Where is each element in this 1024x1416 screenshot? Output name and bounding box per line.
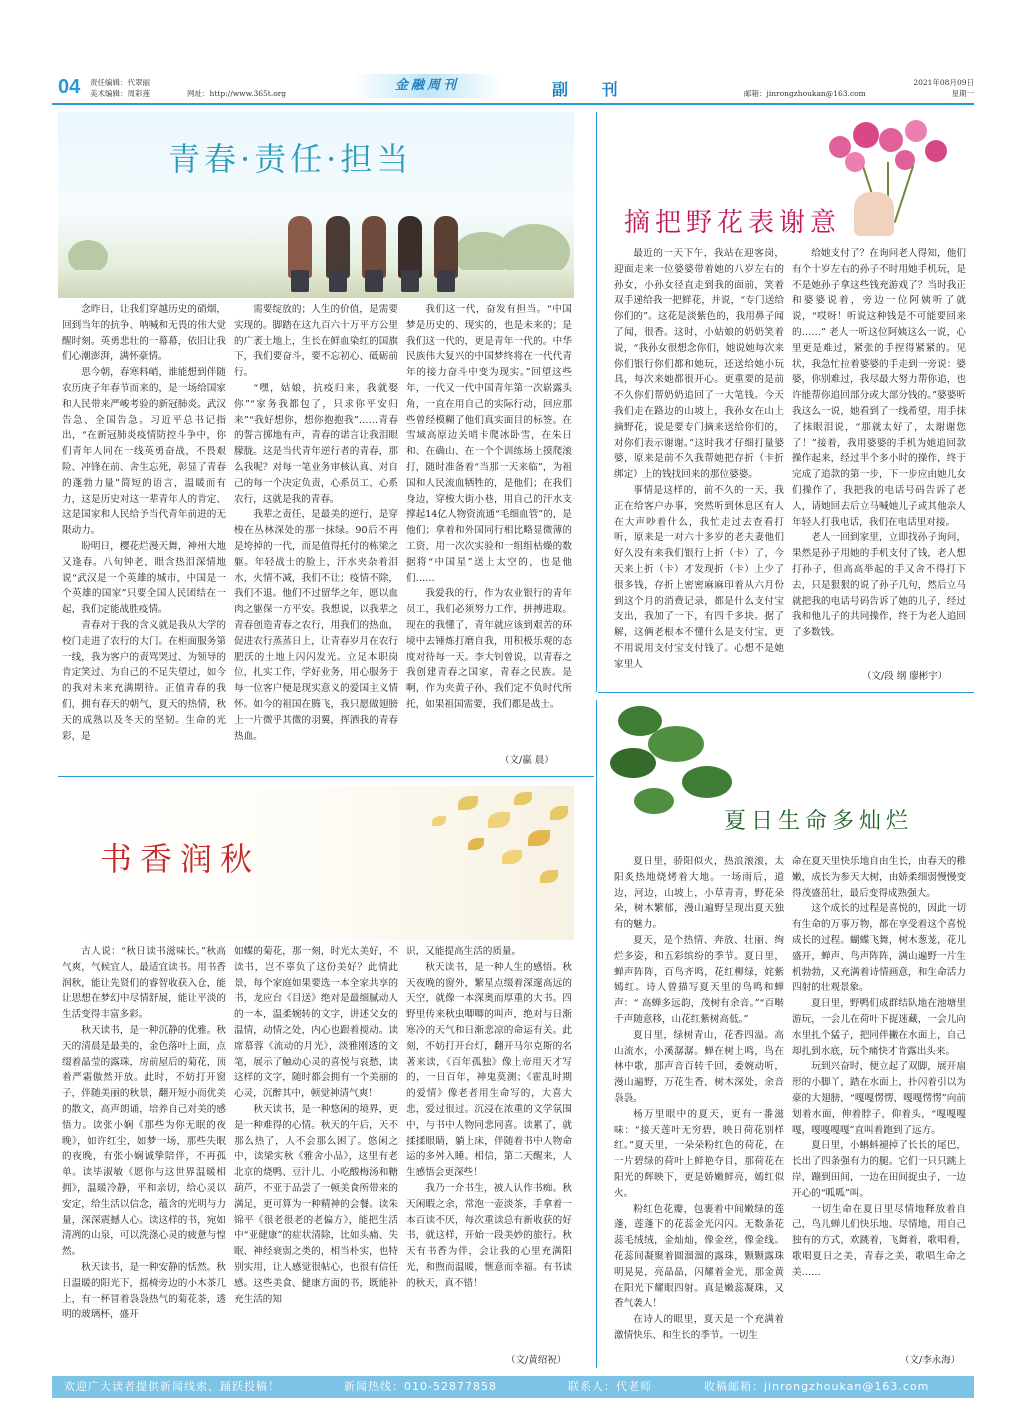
article-column xyxy=(234,944,398,1307)
article-column xyxy=(406,944,572,1292)
article-column xyxy=(62,302,226,744)
person-figure xyxy=(434,216,458,278)
section-divider xyxy=(598,692,974,693)
art-editor: 美术编辑：周彩莲 xyxy=(90,89,150,98)
page-number: 04 xyxy=(58,76,81,98)
column-divider xyxy=(596,700,597,1368)
lotus-leaf xyxy=(610,748,656,778)
flower-blossom xyxy=(879,128,903,152)
hand-shape xyxy=(854,192,894,236)
person-figure xyxy=(398,216,422,278)
paragraph: 古人说：“秋日读书滋味长。”秋高气爽，气候宜人，最适宜读书。用书香润秋，能让先贤们的睿智收获入仓，能让思想在梦幻中尽情舒展，能让平淡的生活变得丰富多彩。 xyxy=(62,946,226,1021)
ginkgo-leaf xyxy=(528,830,550,846)
paragraph: 命在夏天里快乐地自由生长，由春天的稚嫩，成长为参天大树，由娇柔细弱慢慢变得茂盛茁壮，最后变得成熟强大。 xyxy=(792,856,966,899)
person-figure xyxy=(326,216,350,278)
page-header xyxy=(52,76,974,106)
ginkgo-leaf xyxy=(468,838,484,850)
paragraph: 在诗人的眼里，夏天是一个充满着激情快乐、和生长的季节。一切生 xyxy=(614,1314,784,1341)
ginkgo-leaf xyxy=(514,792,532,805)
editor: 责任编辑：代翠丽 xyxy=(90,78,150,87)
article-column xyxy=(62,944,226,1323)
ginkgo-leaf xyxy=(540,870,558,883)
lotus-leaf xyxy=(648,726,704,762)
article-byline: （文/段 纲 廖彬宇） xyxy=(862,671,948,682)
article-banner-flowers xyxy=(604,112,972,242)
lotus-leaf xyxy=(682,766,732,798)
section-divider xyxy=(58,776,594,777)
paragraph: 需要绽放的；人生的价值，是需要实现的。脚踏在这九百六十万平方公里的广袤土地上，生长在鲜血染红的国旗下，我们要奋斗，要不忘初心、砥砺前行。 xyxy=(234,304,398,379)
footer-email: 收稿邮箱：jinrongzhoukan@163.com xyxy=(704,1380,930,1393)
editor-credits xyxy=(90,77,150,99)
article-column xyxy=(792,246,966,641)
paragraph: 夏天，是个热情、奔放、壮丽、绚烂多姿，和五彩缤纷的季节。夏日里，蝉声阵阵，百鸟齐鸣，花红柳绿，姹紫嫣红。诗人曾描写夏天里的鸟鸣和蝉声：“ 高蝉多远韵，茂树有余音。”“百啭千声随意移，山花红紫树高低。” xyxy=(614,934,784,1025)
paragraph: 如蝶的菊花，那一刻，时光太美好，不读书，岂不辜负了这份美好？此情此景，每个家庭如果要选一本全家共享的书，龙应台《目送》绝对是最细腻动人的一本，温柔婉转的文字，讲述父女的温情，动情之处，内心也跟着搅动。读席慕蓉《流动的月光》，淡雅刚透的文笔，展示了触动心灵的喜悦与哀愁，读这样的文字，随时都会拥有一个美丽的心灵，沉醉其中，顿觉神清气爽！ xyxy=(234,946,398,1100)
paper-name: 金融周刊 xyxy=(352,74,502,98)
issue-date xyxy=(913,77,974,99)
paragraph: 夏日里，骄阳似火，热浪滚滚，太阳炙热地烧烤着大地。一场雨后，道边，河边，山坡上，小草青青，野花朵朵，树木繁郁，漫山遍野呈现出夏天独有的魅力。 xyxy=(614,856,784,931)
paragraph: 粉红色花瓣，包裹着中间嫩绿的莲蓬，莲蓬下的花蕊金光闪闪。无数条花蕊毛绒绒，金灿灿，像金丝，像金线。花蕊间凝聚着圆溜溜的露珠，颗颗露珠明晃晃，亮晶晶，闪耀着金光，那金黄在阳光下耀眼四射。真是嫩蕊凝珠，又香气袭人！ xyxy=(614,1203,784,1310)
article-banner-youth xyxy=(58,112,574,298)
paragraph: 秋天读书，是一种沉静的优雅。秋天的清晨是最美的，金色落叶上面，点缀着晶莹的露珠，房前屋后的菊花，顶着严霜傲然开放。此时，不妨打开窗子，伴随美丽的秋景，翻开短小而优美的散文，高声朗诵，培养自己对美的感悟力。读张小娴《那些为你无眠的夜晚》，如许红尘，如梦一场，那些失眠的夜晚，有张小娴诚挚陪伴，不再孤单。读毕淑敏《愿你与这世界温暖相拥》，温暖冷静，平和亲切，给心灵以安定，给生活以信念，蕴含的光明与力量，深深震撼人心。读这样的书，宛如清冽的山泉，可以洗涤心灵的疲惫与惶然。 xyxy=(62,1024,226,1258)
article-title: 青春·责任·担当 xyxy=(168,140,413,178)
paragraph: 思今朝，春寒料峭，谁能想到伴随农历庚子年春节而来的，是一场给国家和人民带来严峻考验的新冠肺炎。武汉告急、全国告急。习近平总书记指出，“在新冠肺炎疫情防控斗争中，你们青年人同在一线英勇奋战，不畏艰险、冲锋在前、舍生忘死，彰显了青春的蓬勃力量”简短的语言，温暖而有力，这是历史对这一辈青年人的肯定、这是国家和人民给予当代青年前进的无限动力。 xyxy=(62,367,226,537)
paragraph: 我们这一代，奋发有担当。“中国梦是历史的、现实的，也是未来的；是我们这一代的，更是青年一代的。中华民族伟大复兴的中国梦终将在一代代青年的接力奋斗中变为现实。”回望这些年，一代又一代中国青年第一次崭露头角，一直在用自己的实际行动，回应那些曾经模糊了他们真实面目的标签。在雪域高原边关哨卡爬冰卧雪，在朱日和、在确山、在一个个训练场上摸爬滚打，随时准备着“当那一天来临”，为祖国和人民流血牺牲的，是他们；在我们身边，穿梭大街小巷，用自己的汗水支撑起14亿人物资流通“毛细血管”的，是他们；拿着和外国同行相比略显微薄的工资，用一次次实验和一组组枯燥的数据将“中国星”送上太空的，也是他们…… xyxy=(406,304,572,584)
article-banner-autumn xyxy=(58,786,574,940)
paragraph: 青春对于我的含义就是我从大学的校门走进了农行的大门。在柜面服务第一线，我为客户的责骂哭过、为领导的肯定笑过、为自己的不足失望过，如今的我对未来充满期待。正值青春的我们，拥有春天的朝气，夏天的热情，秋天的成熟以及冬天的坚韧。生命的光彩，是 xyxy=(62,619,226,742)
paragraph: 玩到兴奋时，便立起了双脚，展开扇形的小脚丫，踏在水面上，扑闪着引以为豪的大翅膀，“嘎嘎愣愣，嘎嘎愣愣”向前划着水面，伸着脖子，仰着头，“嘎嘎嘎嘎，嘎嘎嘎嘎”直叫着跑到了远方。 xyxy=(792,1061,966,1136)
paragraph: 老人一回到家里，立即找孙子询问，果然是孙子用她的手机支付了钱，老人想打孙子，但高高举起的手又舍不得打下去，只是狠狠的说了孙子几句，然后立马就把我的电话号码告诉了她的儿子，经过我和他儿子的共同操作，终于为老人追回了多数钱。 xyxy=(792,532,966,639)
paragraph: 一切生命在夏日里尽情地释放着自己，鸟儿蝉儿们快乐地、尽情地，用自己独有的方式，欢跳着，飞舞着，歌唱着，歌唱夏日之美，青春之美，歌唱生命之美…… xyxy=(792,1203,966,1278)
ginkgo-leaf xyxy=(458,796,478,810)
paragraph: 事情是这样的，前不久的一天，我正在给客户办事，突然听到休息区有人在大声吵着什么，我忙走过去查看打听，原来是一对六十多岁的老夫妻他们好久没有来我们银行上折（卡）了，今天来上折（卡）才发现折（卡）上少了很多钱，存折上密密麻麻印着从六月份到这个月的消费记录，都是什么支付宝支出，我加了一下，有四千多块。据了解，这俩老根本不懂什么是支付宝，更不用说用支付宝支付钱了。心想不是她家里人 xyxy=(614,484,784,670)
article-column xyxy=(614,246,784,673)
paragraph: 识，又能提高生活的质量。 xyxy=(406,946,522,957)
paragraph: 夏日里，绿树青山，花香四溢。高山流水，小溪潺潺。蝉在树上鸣，鸟在林中歌，那声音百转千回，委婉动听，漫山遍野，万花生香，树木深处，余音袅袅。 xyxy=(614,1029,784,1104)
paragraph: 给她支付了？在询问老人得知，他们有个十岁左右的孙子不时用她手机玩，是不是她孙子拿这些钱充游戏了？当时我正和婆婆说着，旁边一位阿姨听了就说，“哎呀！听说这种钱是不可能要回来的……” 老人一听这位阿姨这么一说，心里更是难过，紧张的手捏得紧紧的。见状，我急忙拉着婆婆的手走到一旁说：婆婆，你别难过，我尽最大努力帮你追，也许能帮你追回部分或大部分钱的。”婆婆听我这么一说，她看到了一线希望，用手抹了抹眼泪说，“那就太好了，太谢谢您了！”接着，我用婆婆的手机为她追回款操作起来，经过半个多小时的操作，终于完成了追款的第一步，下一步应由她儿女们操作了，我把我的电话号码告诉了老人，请她回去后立马喊她儿子或其他亲人年轻人打我电话，我们在电话里对接。 xyxy=(792,248,966,528)
header-email: 邮箱：jinrongzhoukan@163.com xyxy=(744,89,866,98)
paragraph: 秋天读书，是一种安静的恬然。秋日温暖的阳光下，摇椅旁边的小木茶几上，有一杯冒着袅袅热气的菊花茶，透明的玻璃杯，盛开 xyxy=(62,1261,226,1321)
flower-blossom xyxy=(845,152,865,172)
tree-shape xyxy=(68,240,108,274)
flower-blossom xyxy=(905,120,927,142)
section-name: 副 刊 xyxy=(552,80,632,99)
ginkgo-leaf xyxy=(488,812,510,828)
website-url: 网址：http://www.365t.org xyxy=(187,89,287,98)
article-column xyxy=(406,302,572,713)
paragraph: 秋天读书，是一种人生的感悟。秋天夜晚的窗外，繁星点缀着深邃高远的天空，就像一本深奥而厚重的大书。四野里传来秋虫唧唧的叫声，绝对与日渐寒冷的天气和日渐悲凉的命运有关。此刻，不妨打开台灯，翻开马尔克斯的名著来读，《百年孤独》像上帝用天才写的，一日百年，神鬼莫测；《霍乱时期的爱情》像老者用生命写的，大喜大悲，爱过很过。沉浸在浓重的文学氛围中，与书中人物同悲同喜。读累了，就揉揉眼睛，躺上床，伴随着书中人物命运的多舛入睡。相信，第二天醒来，人生感悟会更深些！ xyxy=(406,961,572,1179)
paragraph: 我辈之责任，是最美的逆行，是穿梭在丛林深处的那一抹绿。90后不再是垮掉的一代，而是值得托付的栋梁之躯。年轻战士的脸上，汗水夹杂着泪水，火情不减，我们不让；疫情不除，我们不退。他们不过留华之年，愿以血肉之躯保一方平安。我想说，以我辈之青春创造青春之农行，用我们的热血，促进农行蒸蒸日上，让青春岁月在农行肥沃的土地上闪闪发光。立足本职岗位，扎实工作，学好业务，用心服务于每一位客户便是现实意义的爱国主义情怀。如今的祖国在腾飞，我只愿做翅膀上一片微乎其微的羽翼，挥洒我的青春热血。 xyxy=(234,509,398,742)
paragraph: 我乃一介书生，被人认作书痴。秋天闲暇之余，常泡一壶淡茶，手拿着一本百读不厌，每次重读总有新收获的好书，就这样，开始一段美妙的旅行。秋天有书香为伴，会让我的心里充满阳光，和煦而温暖，惬意而幸福。有书读的秋天，真不错！ xyxy=(406,1182,572,1289)
paragraph: 夏日里，小蝌蚪褪掉了长长的尾巴，长出了四条强有力的腿。它们一只只跳上岸，蹦到田间，一边在田间捉虫子，一边开心的“呱呱”叫。 xyxy=(792,1140,966,1199)
weekday-text: 星期一 xyxy=(951,89,974,98)
flower-blossom xyxy=(853,122,879,148)
flower-stem xyxy=(894,165,914,223)
header-rule xyxy=(52,103,974,105)
paragraph: 秋天读书，是一种悠闲的境界，更是一种难得的心情。秋天的午后，天不那么热了，人不会那么困了。悠闲之中，读梁实秋《雅舍小品》，这里有老北京的烧鸭、豆汁儿、小吃酸梅汤和糖葫芦，不亚于品尝了一顿美食所带来的满足，更可算为一种精神的会餐。读朱锦平《很老很老的老偏方》，能把生活中“亚健康”的症状清除，比如头痛、失眠、神经衰弱之类的，相当朴实，也特别实用，让人感觉很帖心，也很有信任感。这些美食、健康方面的书，既能补充生活的知 xyxy=(234,1103,398,1305)
paragraph: “嘿，姑娘，抗疫归来，我就娶你”“家务我都包了，只求你平安归来”“我好想你，想你抱抱我”……青春的誓言掷地有声，青春的诺言让我泪眼朦胧。这是当代青年逆行者的青春，那么我呢？对每一笔业务审核认真、对自己的每一个决定负责，心系员工、心系农行，这就是我的青春。 xyxy=(234,382,398,505)
flower-blossom xyxy=(895,150,915,170)
footer-slogan: 欢迎广大读者提供新闻线索、踊跃投稿！ xyxy=(64,1380,280,1393)
paragraph: 我爱我的行，作为农业银行的青年员工，我们必须努力工作，拼搏进取。现在的我懂了，青年就应该到艰苦的环境中去锤炼打磨自我，用积极乐观的态度对待每一天。李大钊曾说，以青春之我创建青春之国家，青春之民族。是啊，作为夹黄子孙，我们定不负时代所托，如果祖国需要，我们都是战士。 xyxy=(406,588,572,710)
footer-hotline: 新闻热线：010-52877858 xyxy=(344,1380,497,1393)
article-byline: （文/李永海） xyxy=(900,1355,961,1366)
article-byline: （文/黄绍祝） xyxy=(506,1355,567,1366)
article-title: 夏日生命多灿烂 xyxy=(724,809,914,834)
paragraph: 最近的一天下午，我站在迎客岗，迎面走来一位婆婆带着她的八岁左右的孙女，小孙女径直走到我的面前，笑着双手递给我一把鲜花，并说，“专门送给你们的”。这花是淡紫色的，我用鼻子闻了闻，很香。这时，小姑娘的奶奶笑着说，“我孙女很想念你们，她说她每次来你们银行你们都和她玩，还送给她小玩具，每次来她都很开心。更重要的是前不久你们帮奶奶追回了一大笔钱。今天我们走在路边的山坡上，我孙女在山上摘野花，说是要专门摘来送给你们的，对你们表示谢谢。”这时我才仔细打量婆婆，原来是前不久我帮她把存折（卡折绑定）上的钱找回来的那位婆婆。 xyxy=(614,248,784,481)
paragraph: 这个成长的过程是喜悦的，因此一切有生命的万事万物，都在享受着这个喜悦成长的过程。蝴蝶飞舞，树木葱茏，花儿盛开，蝉声、鸟声阵阵，满山遍野一片生机勃勃，又充满着诗情画意，和生命活力四射的壮观景象。 xyxy=(792,903,966,994)
paragraph: 盼明日，樱花烂漫天舞，神州大地又逢春。八旬钟老，眼含热泪深情地说“武汉是一个英雄的城市，中国是一个英雄的国家”只要全国人民团结在一起，我们定能战胜疫情。 xyxy=(62,540,226,616)
article-banner-summer xyxy=(604,700,972,850)
ginkgo-leaf xyxy=(550,806,568,820)
column-divider xyxy=(596,112,597,692)
article-title: 摘把野花表谢意 xyxy=(624,208,842,238)
footer-bar xyxy=(52,1376,974,1398)
article-byline: （文/嬴 晨） xyxy=(500,755,554,766)
article-column xyxy=(234,302,398,744)
article-column xyxy=(792,854,966,1281)
ginkgo-leaf xyxy=(432,816,446,826)
person-figure xyxy=(288,216,312,278)
article-title: 书香润秋 xyxy=(100,840,261,878)
paragraph: 夏日里，野鸭们成群结队地在池塘里游玩，一会儿在荷叶下捉迷藏，一会儿向水里扎个猛子，把同伴撇在水面上，自己却扎到水底，玩个痛快才肯露出头来。 xyxy=(792,998,966,1057)
footer-contact: 联系人：代老师 xyxy=(568,1380,652,1393)
date-text: 2021年08月09日 xyxy=(913,78,974,87)
paragraph: 杨万里眼中的夏天，更有一番滋味：“接天莲叶无穷碧，映日荷花别样红。”夏天里，一朵朵粉红色的荷花，在一片碧绿的荷叶上鲜艳夺目，那荷花在阳光的辉映下，更是娇嫩鲜亮，嫣红似火。 xyxy=(614,1108,784,1199)
flower-blossom xyxy=(925,140,947,162)
lotus-leaf xyxy=(634,788,674,814)
grass-strip xyxy=(58,270,574,298)
ginkgo-leaf xyxy=(502,850,522,864)
article-column xyxy=(614,854,784,1344)
paragraph: 念昨日，让我们穿越历史的硝烟，回到当年的抗争、呐喊和无畏的伟大觉醒时刻。英勇悲壮的一幕幕，依旧让我们心潮澎湃，满怀豪情。 xyxy=(62,304,226,363)
person-figure xyxy=(362,216,386,278)
